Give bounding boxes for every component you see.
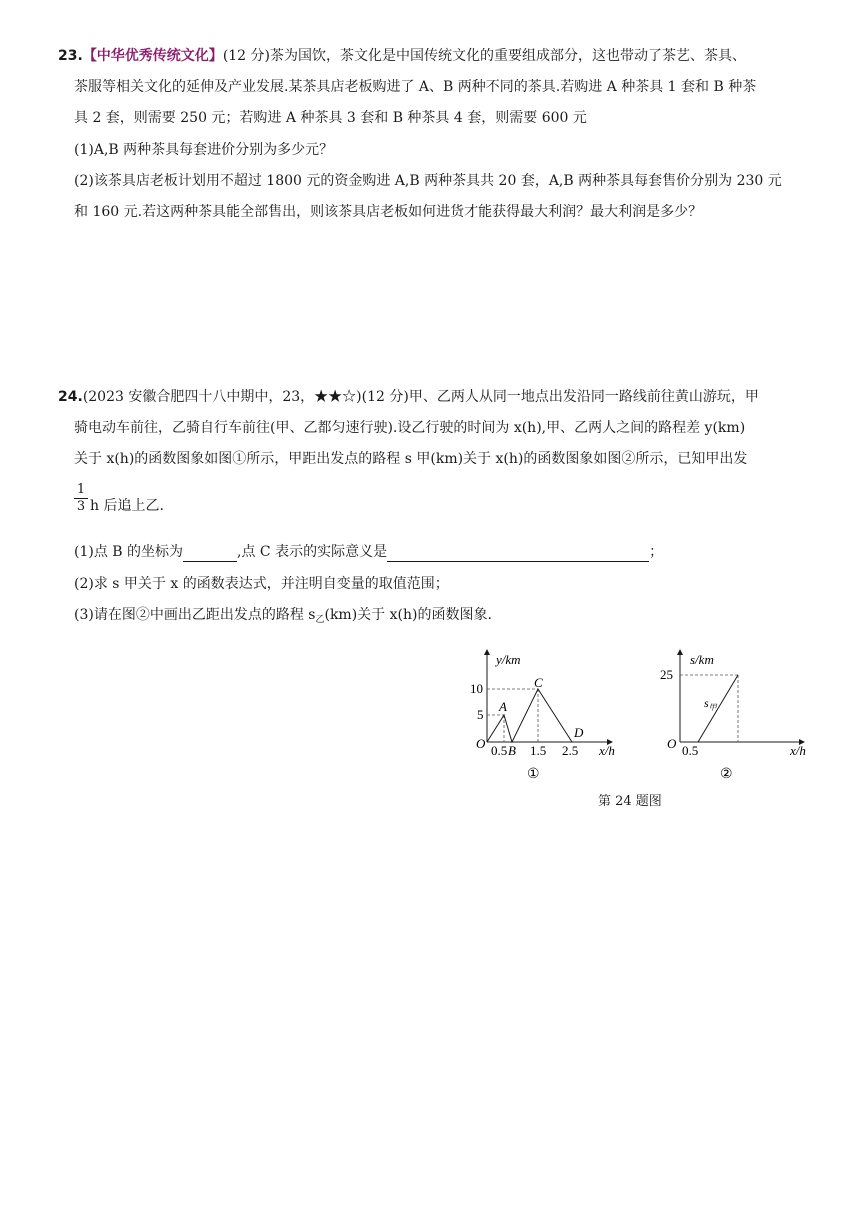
q24-part2: (2)求 s 甲关于 x 的函数表达式，并注明自变量的取值范围；: [74, 576, 449, 592]
q23-topic-tag: 【中华优秀传统文化】: [82, 48, 223, 64]
q23-part1: (1)A,B 两种茶具每套进价分别为多少元？: [74, 142, 334, 158]
answer-blank-point-c-meaning[interactable]: [387, 547, 649, 562]
q24-part1: [74, 542, 663, 562]
figure-caption: 第 24 题图: [598, 794, 662, 809]
fig1-ytick-10: 10: [470, 681, 483, 696]
fraction-denominator: 3: [76, 499, 86, 514]
q24-text-4: h 后追上乙.: [90, 498, 164, 514]
fig2-ylabel: s/km: [690, 652, 714, 667]
q23-part2-line2: 和 160 元.若这两种茶具能全部售出，则该茶具店老板如何进货才能获得最大利润？最大利润是多少？: [74, 204, 703, 220]
fig1-xlabel: x/h: [599, 743, 615, 758]
q23-number: 23.: [58, 48, 83, 64]
q24-line1: [58, 387, 759, 407]
q24-number: 24.: [58, 389, 83, 405]
fig1-origin: O: [476, 736, 486, 751]
fig1-ylabel: y/km: [496, 652, 521, 667]
fig2-line-label: $s_甲$: [704, 696, 717, 712]
fig1-xtick-b: B: [508, 743, 516, 758]
fig1-point-c: C: [534, 675, 543, 690]
fig2-xlabel: x/h: [790, 743, 806, 758]
q23-line1: [58, 46, 746, 66]
fig1-ytick-5: 5: [477, 707, 484, 722]
figure-1-graph: [470, 645, 620, 785]
fraction-one-third: [74, 482, 88, 515]
q24-part1-text-a: (1)点 B 的坐标为: [74, 544, 184, 560]
fig2-marker: ②: [720, 767, 733, 782]
q23-text-3: 具 2 套，则需要 250 元；若购进 A 种茶具 3 套和 B 种茶具 4 套，则需要 600 元: [74, 110, 587, 126]
fig1-marker: ①: [527, 767, 540, 782]
fig1-point-d: D: [574, 725, 584, 740]
q23-part2-line1: (2)该茶具店老板计划用不超过 1800 元的资金购进 A,B 两种茶具共 20 套，A,B 两种茶具每套售价分别为 230 元: [74, 173, 782, 189]
q24-part3-text-b: (km)关于 x(h)的函数图象.: [324, 607, 492, 623]
fig2-ytick-25: 25: [660, 667, 673, 682]
fig1-xtick-0.5: 0.5: [491, 743, 508, 758]
fig1-point-a: A: [499, 699, 507, 714]
q23-text-1: (12 分)茶为国饮，茶文化是中国传统文化的重要组成部分，这也带动了茶艺、茶具、: [222, 48, 746, 64]
fraction-numerator: 1: [74, 482, 88, 499]
figure-2-graph: [660, 645, 810, 785]
fig1-xtick-1.5: 1.5: [530, 743, 547, 758]
fig1-graph-line: [487, 689, 572, 742]
fig2-origin: O: [667, 736, 677, 751]
q24-part1-text-b: ,点 C 表示的实际意义是: [237, 544, 388, 560]
fig2-xtick-0.5: 0.5: [682, 743, 699, 758]
answer-blank-point-b[interactable]: [183, 547, 237, 562]
q24-part1-text-c: ；: [649, 544, 664, 560]
q24-text-2: 骑电动车前往，乙骑自行车前往(甲、乙都匀速行驶).设乙行驶的时间为 x(h),甲、乙两人之间的路程差 y(km): [74, 420, 746, 436]
q24-text-1: (2023 安徽合肥四十八中期中，23，★★☆)(12 分)甲、乙两人从同一地点出发沿同一路线前往黄山游玩，甲: [82, 389, 759, 405]
q23-text-2: 茶服等相关文化的延伸及产业发展.某茶具店老板购进了 A、B 两种不同的茶具.若购进 A 种茶具 1 套和 B 种茶: [74, 79, 757, 95]
q24-text-3: 关于 x(h)的函数图象如图①所示，甲距出发点的路程 s 甲(km)关于 x(h)的函数图象如图②所示，已知甲出发: [74, 451, 748, 467]
q24-part3-text-a: (3)请在图②中画出乙距出发点的路程 s: [74, 607, 316, 623]
fig1-xtick-2.5: 2.5: [562, 743, 579, 758]
q24-part3-subscript: 乙: [315, 615, 325, 625]
q24-part3: [74, 605, 492, 630]
